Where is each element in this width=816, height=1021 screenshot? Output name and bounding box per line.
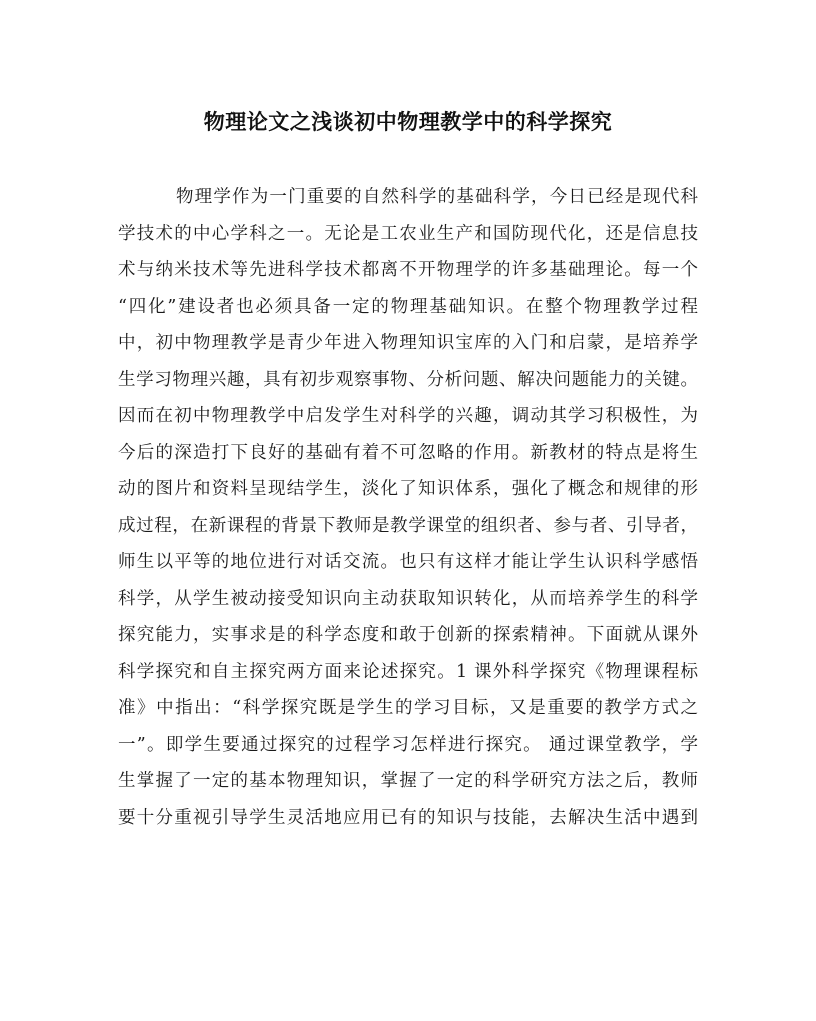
paragraph-line: 中，初中物理教学是青少年进入物理知识宝库的入门和启蒙，是培养学 <box>118 333 698 353</box>
paragraph-line: 动的图片和资料呈现结学生，淡化了知识体系，强化了概念和规律的形 <box>118 479 698 499</box>
document-body <box>118 179 698 836</box>
paragraph-line: 今后的深造打下良好的基础有着不可忽略的作用。新教材的特点是将生 <box>118 442 698 463</box>
document-title: 物理论文之浅谈初中物理教学中的科学探究 <box>203 109 613 134</box>
paragraph-line: 术与纳米技术等先进科学技术都离不开物理学的许多基础理论。每一个 <box>118 260 698 280</box>
paragraph-line: 科学探究和自主探究两方面来论述探究。1 课外科学探究《物理课程标 <box>118 661 698 682</box>
paragraph-line: 科学，从学生被动接受知识向主动获取知识转化，从而培养学生的科学 <box>118 588 698 609</box>
paragraph-line: “四化”建设者也必须具备一定的物理基础知识。在整个物理教学过程 <box>118 296 698 317</box>
paragraph-line: 学技术的中心学科之一。无论是工农业生产和国防现代化，还是信息技 <box>118 223 698 244</box>
paragraph-line: 师生以平等的地位进行对话交流。也只有这样才能让学生认识科学感悟 <box>118 552 698 572</box>
paragraph-line: 生学习物理兴趣，具有初步观察事物、分析问题、解决问题能力的关键。 <box>118 369 698 390</box>
paragraph-line: 要十分重视引导学生灵活地应用已有的知识与技能，去解决生活中遇到 <box>118 807 698 828</box>
paragraph-line: 物理学作为一门重要的自然科学的基础科学，今日已经是现代科 <box>176 187 698 207</box>
paragraph-line: 准》中指出：“科学探究既是学生的学习目标，又是重要的教学方式之 <box>118 698 698 718</box>
paragraph-line: 成过程，在新课程的背景下教师是教学课堂的组织者、参与者、引导者， <box>118 515 698 536</box>
paragraph-line: 生掌握了一定的基本物理知识，掌握了一定的科学研究方法之后，教师 <box>118 771 698 791</box>
paragraph-line: 探究能力，实事求是的科学态度和敢于创新的探索精神。下面就从课外 <box>118 625 698 645</box>
paragraph-line: 一”。即学生要通过探究的过程学习怎样进行探究。 通过课堂教学，学 <box>118 734 698 755</box>
paragraph-line: 因而在初中物理教学中启发学生对科学的兴趣，调动其学习积极性，为 <box>118 406 698 426</box>
